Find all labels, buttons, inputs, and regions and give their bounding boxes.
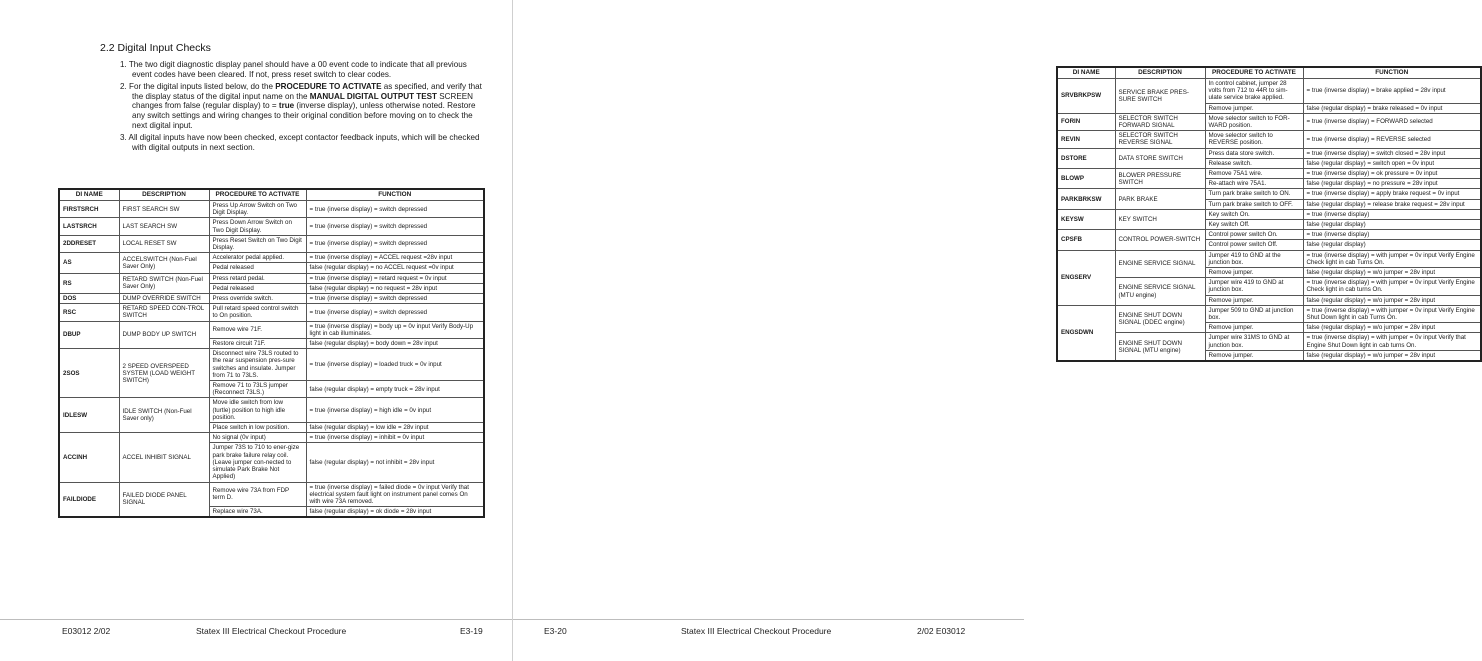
procedure-cell: Remove jumper. bbox=[1205, 103, 1303, 113]
section-title: 2.2 Digital Input Checks bbox=[100, 42, 211, 54]
procedure-cell: Press Reset Switch on Two Digit Display. bbox=[209, 235, 306, 252]
procedure-cell: Control power switch On. bbox=[1205, 230, 1303, 240]
table-row bbox=[1057, 169, 1481, 179]
description-cell: ACCELSWITCH (Non-Fuel Saver Only) bbox=[119, 253, 209, 273]
description-cell: ACCEL INHIBIT SIGNAL bbox=[119, 433, 209, 482]
procedure-cell: Disconnect wire 73LS routed to the rear suspension pres-sure switches and insulate. Jumper from 71 to 73LS. bbox=[209, 349, 306, 381]
table-row bbox=[59, 321, 484, 338]
function-cell: = true (inverse display) = retard request = 0v input bbox=[306, 273, 484, 283]
instruction-3: 3. All digital inputs have now been checked, except contactor feedback inputs, which will be checked with digital outputs in next section. bbox=[120, 133, 480, 152]
procedure-cell: Control power switch Off. bbox=[1205, 240, 1303, 250]
function-cell: false (regular display) = brake released = 0v input bbox=[1303, 103, 1481, 113]
di-name-cell: PARKBRKSW bbox=[1057, 189, 1115, 209]
procedure-cell: Release switch. bbox=[1205, 158, 1303, 168]
function-cell: = true (inverse display) = with jumper = 0v input Verify Engine Shut Down light in cab Turns On. bbox=[1303, 305, 1481, 322]
function-cell: = true (inverse display) = with jumper = 0v input Verify Engine Check light in cab turns On. bbox=[1303, 278, 1481, 295]
table-row bbox=[1057, 113, 1481, 130]
footer-doc-title: Statex III Electrical Checkout Procedure bbox=[681, 626, 832, 636]
function-cell: = true (inverse display) = failed diode = 0v input Verify that electrical system fault light on instrument panel comes On with wire 73A removed. bbox=[306, 482, 484, 507]
function-cell: = true (inverse display) = switch depressed bbox=[306, 201, 484, 218]
description-cell: LOCAL RESET SW bbox=[119, 235, 209, 252]
procedure-cell: Jumper 73S to 710 to ener-gize park brake failure relay coil. (Leave jumper con-nected to simulate Park Brake Not Applied) bbox=[209, 443, 306, 482]
function-cell: false (regular display) = w/o jumper = 28v input bbox=[1303, 295, 1481, 305]
description-cell: 2 SPEED OVERSPEED SYSTEM (LOAD WEIGHT SWITCH) bbox=[119, 349, 209, 398]
table-row bbox=[59, 201, 484, 218]
procedure-cell: Pedal released bbox=[209, 283, 306, 293]
header-procedure: PROCEDURE TO ACTIVATE bbox=[1205, 67, 1303, 79]
description-cell: DUMP BODY UP SWITCH bbox=[119, 321, 209, 349]
instruction-list bbox=[120, 60, 486, 155]
function-cell: false (regular display) = no pressure = 28v input bbox=[1303, 179, 1481, 189]
table-row bbox=[59, 349, 484, 381]
function-cell: = true (inverse display) = switch closed = 28v input bbox=[1303, 148, 1481, 158]
function-cell: false (regular display) = switch open = 0v input bbox=[1303, 158, 1481, 168]
function-cell: false (regular display) bbox=[1303, 220, 1481, 230]
function-cell: false (regular display) = w/o jumper = 28v input bbox=[1303, 268, 1481, 278]
procedure-cell: Jumper 419 to GND at the junction box. bbox=[1205, 250, 1303, 267]
procedure-cell: No signal (0v input) bbox=[209, 433, 306, 443]
di-name-cell: FAILDIODE bbox=[59, 482, 119, 517]
table-row bbox=[59, 273, 484, 283]
function-cell: = true (inverse display) = FORWARD selected bbox=[1303, 113, 1481, 130]
function-cell: = true (inverse display) = switch depressed bbox=[306, 294, 484, 304]
footer-doc-title: Statex III Electrical Checkout Procedure bbox=[196, 626, 347, 636]
function-cell: false (regular display) = empty truck = 28v input bbox=[306, 381, 484, 398]
function-cell: false (regular display) bbox=[1303, 240, 1481, 250]
header-description: DESCRIPTION bbox=[1115, 67, 1205, 79]
di-name-cell: DBUP bbox=[59, 321, 119, 349]
procedure-cell: Jumper 509 to GND at junction box. bbox=[1205, 305, 1303, 322]
table-row bbox=[1057, 250, 1481, 267]
function-cell: = true (inverse display) = loaded truck = 0v input bbox=[306, 349, 484, 381]
description-cell: FIRST SEARCH SW bbox=[119, 201, 209, 218]
function-cell: = true (inverse display) bbox=[1303, 230, 1481, 240]
footer-doc-id: E03012 2/02 bbox=[62, 626, 111, 636]
procedure-cell: Jumper wire 419 to GND at junction box. bbox=[1205, 278, 1303, 295]
table-row bbox=[1057, 189, 1481, 199]
di-name-cell: RS bbox=[59, 273, 119, 293]
footer-rule bbox=[0, 619, 512, 620]
table-row bbox=[1057, 278, 1481, 295]
right-page bbox=[513, 0, 1475, 661]
procedure-cell: Press retard pedal. bbox=[209, 273, 306, 283]
procedure-cell: Replace wire 73A. bbox=[209, 507, 306, 518]
procedure-cell: Press Up Arrow Switch on Two Digit Display. bbox=[209, 201, 306, 218]
procedure-cell: Pedal released bbox=[209, 263, 306, 273]
description-cell: SELECTOR SWITCH REVERSE SIGNAL bbox=[1115, 131, 1205, 148]
header-function: FUNCTION bbox=[1303, 67, 1481, 79]
table-row bbox=[1057, 79, 1481, 104]
procedure-cell: Press data store switch. bbox=[1205, 148, 1303, 158]
di-name-cell: ENGSERV bbox=[1057, 250, 1115, 305]
procedure-cell: Remove wire 73A from FDP term D. bbox=[209, 482, 306, 507]
function-cell: false (regular display) = ok diode = 28v input bbox=[306, 507, 484, 518]
table-row bbox=[1057, 230, 1481, 240]
procedure-cell: Move selector switch to REVERSE position. bbox=[1205, 131, 1303, 148]
table-row bbox=[1057, 148, 1481, 158]
function-cell: false (regular display) = not inhibit = 28v input bbox=[306, 443, 484, 482]
header-di-name: DI NAME bbox=[59, 189, 119, 201]
description-cell: CONTROL POWER-SWITCH bbox=[1115, 230, 1205, 250]
procedure-cell: Remove jumper. bbox=[1205, 350, 1303, 361]
description-cell: PARK BRAKE bbox=[1115, 189, 1205, 209]
di-name-cell: SRVBRKPSW bbox=[1057, 79, 1115, 114]
footer-page-number: E3-20 bbox=[544, 626, 567, 636]
description-cell: LAST SEARCH SW bbox=[119, 218, 209, 235]
footer-doc-id: 2/02 E03012 bbox=[917, 626, 966, 636]
footer-page-number: E3-19 bbox=[460, 626, 483, 636]
description-cell: RETARD SWITCH (Non-Fuel Saver Only) bbox=[119, 273, 209, 293]
description-cell: ENGINE SERVICE SIGNAL (MTU engine) bbox=[1115, 278, 1205, 306]
table-row bbox=[59, 253, 484, 263]
description-cell: IDLE SWITCH (Non-Fuel Saver only) bbox=[119, 398, 209, 433]
function-cell: = true (inverse display) = apply brake request = 0v input bbox=[1303, 189, 1481, 199]
di-name-cell: REVIN bbox=[1057, 131, 1115, 148]
instruction-2: 2. For the digital inputs listed below, do the PROCEDURE TO ACTIVATE as specified, and verify that the display status of the digital input name on the MANUAL DIGITAL OUTPUT TEST SCREEN changes from false (regular display) to = true (inverse display), unless otherwise noted. Restore any switch settings and wiring changes to their original condition before moving on to check the next digital input. bbox=[120, 82, 482, 130]
function-cell: false (regular display) = w/o jumper = 28v input bbox=[1303, 350, 1481, 361]
procedure-cell: Pull retard speed control switch to On position. bbox=[209, 304, 306, 321]
table-header-row bbox=[59, 189, 484, 201]
description-cell: FAILED DIODE PANEL SIGNAL bbox=[119, 482, 209, 517]
function-cell: = true (inverse display) = ACCEL request =28v input bbox=[306, 253, 484, 263]
description-cell: BLOWER PRESSURE SWITCH bbox=[1115, 169, 1205, 189]
table-row bbox=[59, 433, 484, 443]
description-cell: DUMP OVERRIDE SWITCH bbox=[119, 294, 209, 304]
function-cell: = true (inverse display) = switch depressed bbox=[306, 235, 484, 252]
table-row bbox=[1057, 209, 1481, 219]
digital-input-table-left bbox=[58, 188, 485, 518]
function-cell: = true (inverse display) = switch depressed bbox=[306, 304, 484, 321]
di-name-cell: LASTSRCH bbox=[59, 218, 119, 235]
description-cell: SERVICE BRAKE PRES-SURE SWITCH bbox=[1115, 79, 1205, 114]
procedure-cell: In control cabinet, jumper 28 volts from 712 to 44R to sim-ulate service brake applied. bbox=[1205, 79, 1303, 104]
procedure-cell: Remove 75A1 wire. bbox=[1205, 169, 1303, 179]
table-header-row bbox=[1057, 67, 1481, 79]
header-di-name: DI NAME bbox=[1057, 67, 1115, 79]
function-cell: false (regular display) = release brake request = 28v input bbox=[1303, 199, 1481, 209]
procedure-cell: Accelerator pedal applied. bbox=[209, 253, 306, 263]
function-cell: = true (inverse display) bbox=[1303, 209, 1481, 219]
procedure-cell: Key switch Off. bbox=[1205, 220, 1303, 230]
function-cell: false (regular display) = no ACCEL request =0v input bbox=[306, 263, 484, 273]
procedure-cell: Key switch On. bbox=[1205, 209, 1303, 219]
header-function: FUNCTION bbox=[306, 189, 484, 201]
table-row bbox=[1057, 333, 1481, 350]
function-cell: = true (inverse display) = high idle = 0v input bbox=[306, 398, 484, 423]
di-name-cell: FIRSTSRCH bbox=[59, 201, 119, 218]
function-cell: = true (inverse display) = ok pressure = 0v input bbox=[1303, 169, 1481, 179]
function-cell: = true (inverse display) = REVERSE selected bbox=[1303, 131, 1481, 148]
function-cell: = true (inverse display) = with jumper = 0v input Verify that Engine Shut Down light in cab turns On. bbox=[1303, 333, 1481, 350]
function-cell: = true (inverse display) = body up = 0v input Verify Body-Up light in cab illuminates. bbox=[306, 321, 484, 338]
description-cell: DATA STORE SWITCH bbox=[1115, 148, 1205, 168]
di-name-cell: 2SOS bbox=[59, 349, 119, 398]
procedure-cell: Restore circuit 71F. bbox=[209, 339, 306, 349]
table-row bbox=[59, 218, 484, 235]
description-cell: SELECTOR SWITCH FORWARD SIGNAL bbox=[1115, 113, 1205, 130]
di-name-cell: ACCINH bbox=[59, 433, 119, 482]
header-procedure: PROCEDURE TO ACTIVATE bbox=[209, 189, 306, 201]
di-name-cell: DOS bbox=[59, 294, 119, 304]
procedure-cell: Press Down Arrow Switch on Two Digit Display. bbox=[209, 218, 306, 235]
di-name-cell: IDLESW bbox=[59, 398, 119, 433]
function-cell: false (regular display) = no request = 28v input bbox=[306, 283, 484, 293]
procedure-cell: Jumper wire 31MS to GND at junction box. bbox=[1205, 333, 1303, 350]
function-cell: = true (inverse display) = inhibit = 0v input bbox=[306, 433, 484, 443]
di-name-cell: DSTORE bbox=[1057, 148, 1115, 168]
procedure-cell: Remove jumper. bbox=[1205, 323, 1303, 333]
procedure-cell: Remove jumper. bbox=[1205, 295, 1303, 305]
digital-input-table-right bbox=[1056, 66, 1482, 362]
function-cell: false (regular display) = low idle = 28v input bbox=[306, 423, 484, 433]
footer-rule bbox=[513, 619, 1024, 620]
function-cell: = true (inverse display) = brake applied = 28v input bbox=[1303, 79, 1481, 104]
procedure-cell: Place switch in low position. bbox=[209, 423, 306, 433]
function-cell: = true (inverse display) = switch depressed bbox=[306, 218, 484, 235]
di-name-cell: ENGSDWN bbox=[1057, 305, 1115, 361]
table-row bbox=[59, 398, 484, 423]
procedure-cell: Remove 71 to 73LS jumper (Reconnect 73LS.) bbox=[209, 381, 306, 398]
function-cell: false (regular display) = w/o jumper = 28v input bbox=[1303, 323, 1481, 333]
di-name-cell: 2DDRESET bbox=[59, 235, 119, 252]
di-name-cell: AS bbox=[59, 253, 119, 273]
table-row bbox=[59, 294, 484, 304]
description-cell: KEY SWITCH bbox=[1115, 209, 1205, 229]
procedure-cell: Remove wire 71F. bbox=[209, 321, 306, 338]
table-row bbox=[59, 235, 484, 252]
table-row bbox=[1057, 305, 1481, 322]
di-name-cell: RSC bbox=[59, 304, 119, 321]
procedure-cell: Turn park brake switch to OFF. bbox=[1205, 199, 1303, 209]
description-cell: ENGINE SHUT DOWN SIGNAL (MTU engine) bbox=[1115, 333, 1205, 361]
table-row bbox=[59, 304, 484, 321]
procedure-cell: Remove jumper. bbox=[1205, 268, 1303, 278]
header-description: DESCRIPTION bbox=[119, 189, 209, 201]
di-name-cell: CPSFB bbox=[1057, 230, 1115, 250]
table-row bbox=[1057, 131, 1481, 148]
procedure-cell: Press override switch. bbox=[209, 294, 306, 304]
di-name-cell: BLOWP bbox=[1057, 169, 1115, 189]
table-row bbox=[59, 482, 484, 507]
function-cell: false (regular display) = body down = 28v input bbox=[306, 339, 484, 349]
left-page bbox=[0, 0, 512, 661]
function-cell: = true (inverse display) = with jumper = 0v input Verify Engine Check light in cab Turns On. bbox=[1303, 250, 1481, 267]
instruction-1: 1. The two digit diagnostic display panel should have a 00 event code to indicate that all previous event codes have been cleared. If not, press reset switch to clear codes. bbox=[120, 60, 467, 79]
description-cell: ENGINE SERVICE SIGNAL bbox=[1115, 250, 1205, 278]
procedure-cell: Re-attach wire 75A1. bbox=[1205, 179, 1303, 189]
di-name-cell: KEYSW bbox=[1057, 209, 1115, 229]
procedure-cell: Move selector switch to FOR-WARD position. bbox=[1205, 113, 1303, 130]
description-cell: ENGINE SHUT DOWN SIGNAL (DDEC engine) bbox=[1115, 305, 1205, 333]
di-name-cell: FORIN bbox=[1057, 113, 1115, 130]
procedure-cell: Turn park brake switch to ON. bbox=[1205, 189, 1303, 199]
procedure-cell: Move idle switch from low (turtle) position to high idle position. bbox=[209, 398, 306, 423]
description-cell: RETARD SPEED CON-TROL SWITCH bbox=[119, 304, 209, 321]
